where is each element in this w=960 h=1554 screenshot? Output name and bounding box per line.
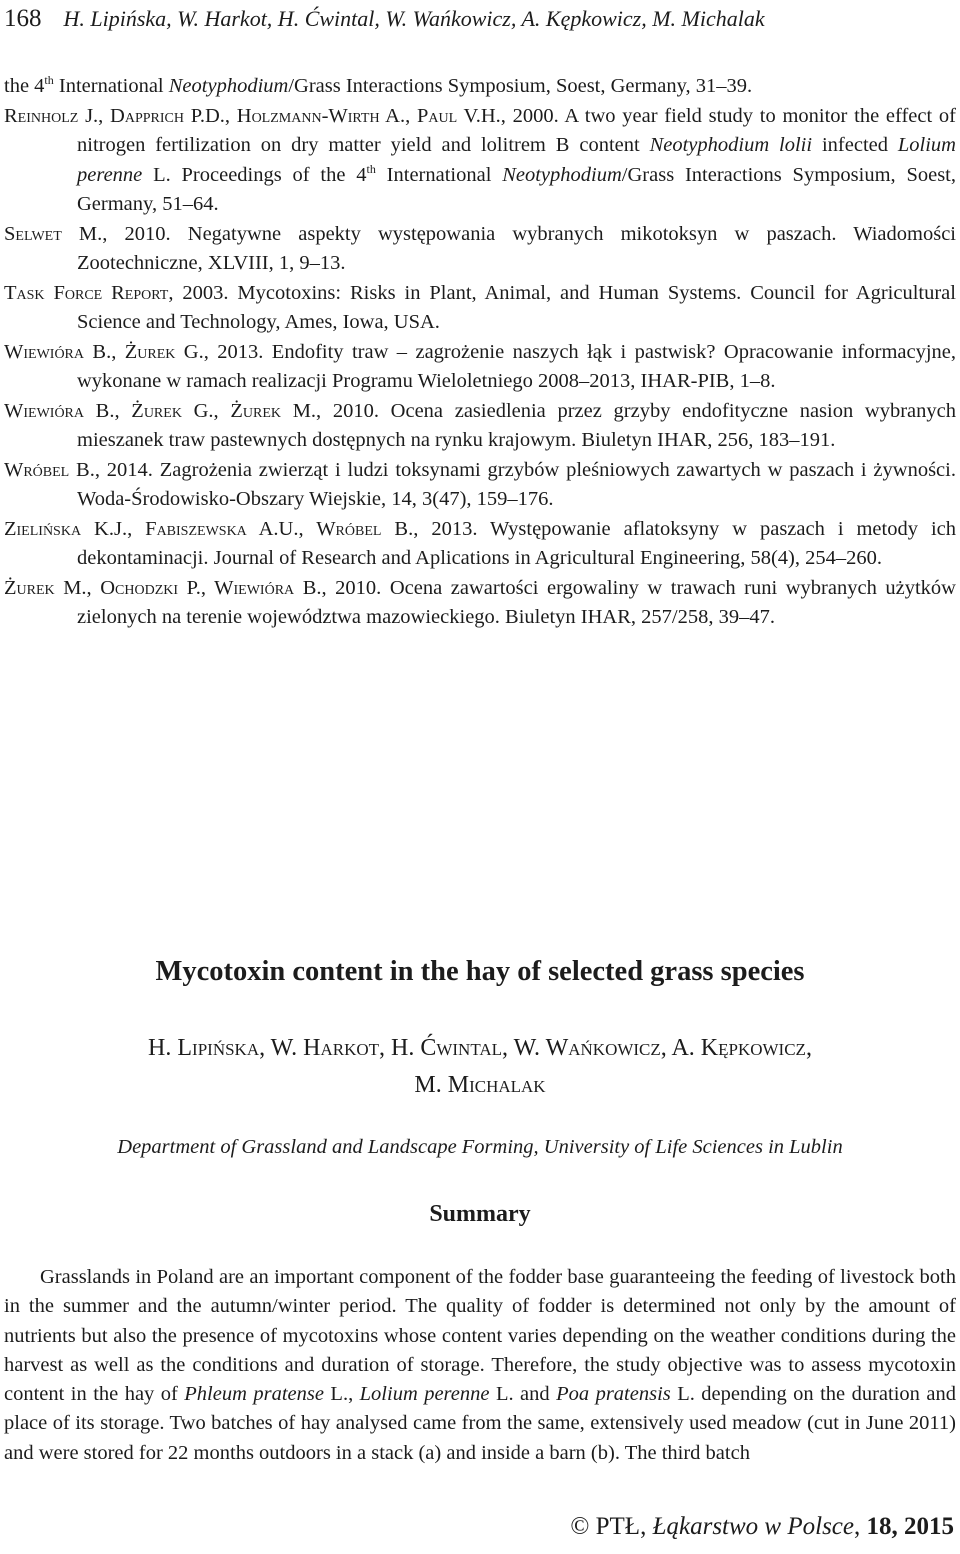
reference-entry: Reinholz J., Dapprich P.D., Holzmann-Wirth A., Paul V.H., 2000. A two year field study to monitor the effect of nitrogen fertilization on dry matter yield and lolitrem B content Neotyphodium lolii infected Lolium perenne L. Proceedings of the 4th International Neotyphodium/Grass Interactions Symposium, Soest, Germany, 51–64. xyxy=(4,104,957,215)
reference-entry: Żurek M., Ochodzki P., Wiewióra B., 2010. Ocena zawartości ergowaliny w trawach runi wybranych użytków zielonych na terenie województwa mazowieckiego. Biuletyn IHAR, 257/258, 39–47. xyxy=(4,576,956,628)
reference-entry: the 4th International Neotyphodium/Grass Interactions Symposium, Soest, Germany, 31–39. xyxy=(4,73,753,97)
reference-entry: Wiewióra B., Żurek G., Żurek M., 2010. Ocena zasiedlenia przez grzyby endofityczne nasion wybranych mieszanek traw pastewnych dostępnych na rynku krajowym. Biuletyn IHAR, 256, 183–191. xyxy=(4,399,956,451)
reference-entry: Wiewióra B., Żurek G., 2013. Endofity traw – zagrożenie naszych łąk i pastwisk? Opracowanie informacyjne, wykonane w ramach realizacji Programu Wieloletniego 2008–2013, IHAR-PIB, 1–8. xyxy=(4,340,957,392)
page-number: 168 xyxy=(4,5,42,32)
affiliation: Department of Grassland and Landscape Forming, University of Life Sciences in Lublin xyxy=(117,1136,843,1158)
reference-entry: Wróbel B., 2014. Zagrożenia zwierząt i ludzi toksynami grzybów pleśniowych zawartych w paszach i żywności. Woda-Środowisko-Obszary Wiejskie, 14, 3(47), 159–176. xyxy=(4,458,956,510)
summary-paragraph: Grasslands in Poland are an important component of the fodder base guaranteeing the feeding of livestock both in the summer and the autumn/winter period. The quality of fodder is determined not only by the amount of nutrients but also the presence of mycotoxins whose content varies depending on the weather conditions during the harvest as well as the conditions and duration of storage. Therefore, the study objective was to assess mycotoxin content in the hay of Phleum pratense L., Lolium perenne L. and Poa pratensis L. depending on the duration and place of its storage. Two batches of hay analysed came from the same, extensively used meadow (cut in June 2011) and were stored for 22 months outdoors in a stack (a) and inside a barn (b). The third batch xyxy=(4,1266,956,1464)
reference-list xyxy=(4,72,956,633)
article-authors xyxy=(0,1030,960,1104)
reference-entry: Task Force Report, 2003. Mycotoxins: Risks in Plant, Animal, and Human Systems. Council for Agricultural Science and Technology, Ames, Iowa, USA. xyxy=(4,281,956,333)
summary-heading: Summary xyxy=(429,1201,531,1227)
reference-entry: Selwet M., 2010. Negatywne aspekty występowania wybranych mikotoksyn w paszach. Wiadomości Zootechniczne, XLVIII, 1, 9–13. xyxy=(4,222,956,274)
authors-line: M. Michalak xyxy=(414,1072,546,1098)
running-header xyxy=(4,2,956,36)
authors-line: H. Lipińska, W. Harkot, H. Ćwintal, W. Wańkowicz, A. Kępkowicz, xyxy=(148,1035,812,1061)
header-authors: H. Lipińska, W. Harkot, H. Ćwintal, W. Wańkowicz, A. Kępkowicz, M. Michalak xyxy=(63,6,765,31)
reference-entry: Zielińska K.J., Fabiszewska A.U., Wróbel B., 2013. Występowanie aflatoksyny w paszach i metody ich dekontaminacji. Journal of Research and Aplications in Agricultural Engineering, 58(4), 254–260. xyxy=(4,517,956,569)
article-title: Mycotoxin content in the hay of selected grass species xyxy=(155,956,805,987)
journal-footer: © PTŁ, Łąkarstwo w Polsce, 18, 2015 xyxy=(570,1513,954,1540)
